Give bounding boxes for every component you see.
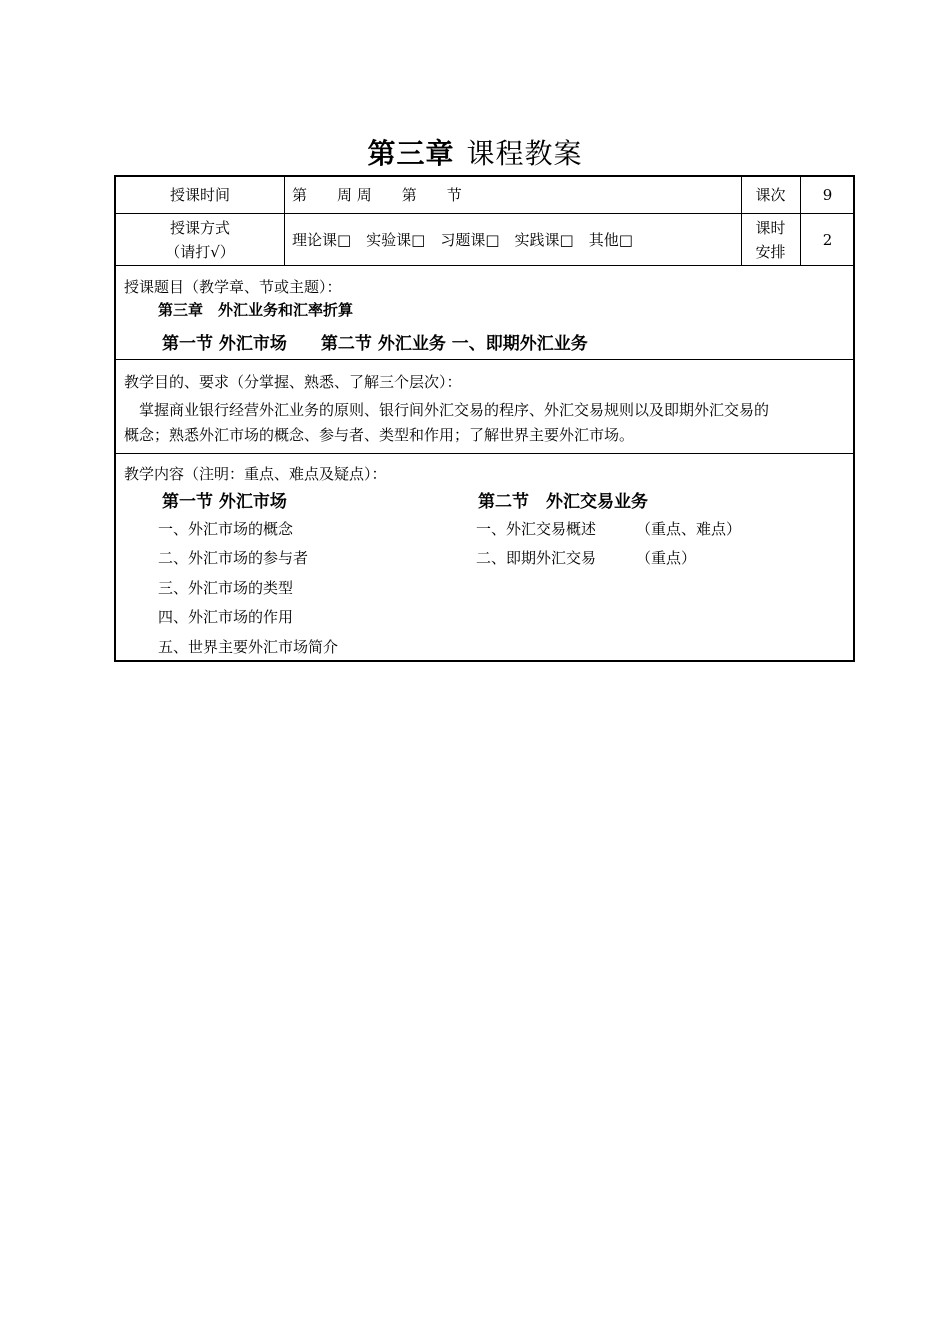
- content-left-item: 二、外汇市场的参与者: [158, 549, 309, 567]
- content-left-item: 一、外汇市场的概念: [158, 520, 294, 538]
- lesson-number-label: 课次: [755, 186, 786, 204]
- content-left-title: 第一节 外汇市场: [162, 492, 287, 512]
- class-hours-label-line1: 课时: [755, 218, 786, 237]
- content-right-note: （重点）: [636, 549, 697, 567]
- topic-sections: 第一节 外汇市场 第二节 外汇业务 一、即期外汇业务: [162, 334, 588, 354]
- content-right-title: 第二节 外汇交易业务: [478, 492, 648, 512]
- content-right-item: 一、外汇交易概述: [476, 520, 597, 538]
- teaching-time-label: 授课时间: [169, 186, 230, 204]
- content-left-item: 三、外汇市场的类型: [158, 579, 294, 597]
- objectives-heading: 教学目的、要求（分掌握、熟悉、了解三个层次）：: [124, 373, 462, 391]
- teaching-mode-label: [116, 214, 284, 265]
- page-title: [0, 132, 950, 172]
- teaching-time-value: 第 周 周 第 节: [292, 186, 462, 204]
- title-sub: 课程教案: [466, 137, 583, 170]
- lesson-number-value: 9: [822, 186, 833, 204]
- title-main: 第三章: [367, 137, 455, 170]
- class-hours-value: 2: [822, 230, 833, 249]
- content-heading: 教学内容（注明：重点、难点及疑点）：: [124, 465, 387, 483]
- class-hours-label-line2: 安排: [755, 242, 786, 261]
- topic-chapter: 第三章 外汇业务和汇率折算: [158, 301, 354, 319]
- content-right-item: 二、即期外汇交易: [476, 549, 597, 567]
- content-left-item: 五、世界主要外汇市场简介: [158, 638, 339, 656]
- teaching-mode-label-line1: 授课方式: [169, 218, 230, 237]
- content-right-note: （重点、难点）: [636, 520, 742, 538]
- teaching-mode-options: 理论课□ 实验课□ 习题课□ 实践课□ 其他□: [292, 230, 633, 249]
- topic-heading: 授课题目（教学章、节或主题）：: [124, 278, 342, 296]
- content-left-item: 四、外汇市场的作用: [158, 608, 294, 626]
- lesson-plan-table: [114, 175, 855, 662]
- objectives-line2: 概念；熟悉外汇市场的概念、参与者、类型和作用；了解世界主要外汇市场。: [124, 426, 635, 444]
- class-hours-label: [741, 214, 800, 265]
- objectives-line1: 掌握商业银行经营外汇业务的原则、银行间外汇交易的程序、外汇交易规则以及即期外汇交易的: [124, 401, 770, 419]
- teaching-mode-label-line2: （请打√）: [165, 242, 235, 261]
